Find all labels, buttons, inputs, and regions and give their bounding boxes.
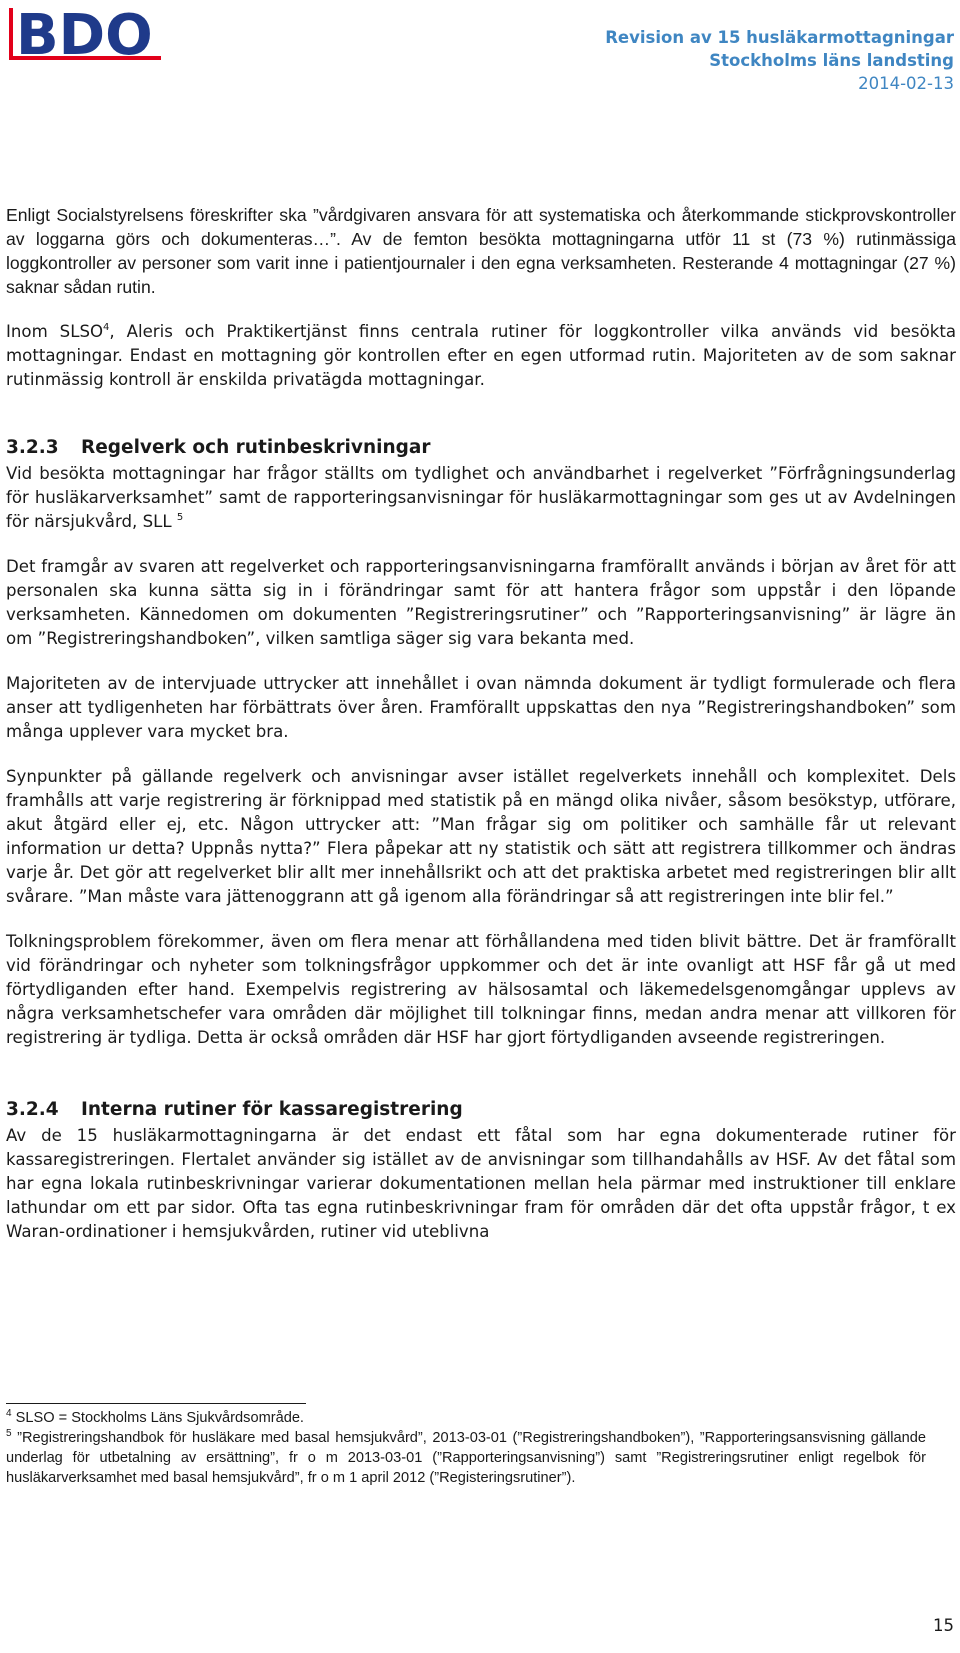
section-title: Interna rutiner för kassaregistrering bbox=[81, 1099, 463, 1120]
header-date: 2014-02-13 bbox=[858, 74, 954, 93]
paragraph-synpunkter: Synpunkter på gällande regelverk och anvisningar avser istället regelverkets innehåll och komplexitet. Dels framhålls att varje registrering är förknippad med statistik på en mängd olika nivåer, såsom besökstyp, utförare, akut åtgärd eller ej, etc. Någon uttrycker att: ”Man frågar sig om politiker och samhälle får ut relevant information ur detta? Uppnås nytta?” Flera påpekar att ny statistik och sätt att registrera tillkommer och ändras varje år. Det gör att regelverket blir allt mer innehållsrikt och att det praktiska arbetet med registreringen blir allt svårare. ”Man måste vara jättenoggrann att gå igenom alla förändringar så att registreringen inte blir fel.” bbox=[6, 767, 956, 906]
footnote-ref-4[interactable]: 4 bbox=[103, 322, 110, 333]
section-title: Regelverk och rutinbeskrivningar bbox=[81, 437, 431, 458]
paragraph-loggkontroller: Enligt Socialstyrelsens föreskrifter ska ”vårdgivaren ansvara för att systematiska och återkommande stickprovskontroller av loggarna görs och dokumenteras…”. Av de femton besökta mottagningarna utför 11 st (73 %) rutinmässiga loggkontroller av personer som varit inne i patientjournaler i den egna verksamheten. Resterande 4 mottagningar (27 %) saknar sådan rutin. bbox=[6, 205, 956, 297]
header-organization: Stockholms läns landsting bbox=[709, 51, 954, 70]
section-number: 3.2.3 bbox=[6, 437, 59, 458]
section-heading-regelverk bbox=[6, 434, 956, 462]
paragraph-majoriteten: Majoriteten av de intervjuade uttrycker att innehållet i ovan nämnda dokument är tydligt formulerade och flera anser att tydligenheten har förbättrats över åren. Framförallt uppskattas den nya ”Registreringshandboken” som många upplever vara mycket bra. bbox=[6, 674, 956, 741]
paragraph-regelverk-intro: Vid besökta mottagningar har frågor ställts om tydlighet och användbarhet i regelverket ”Förfrågningsunderlag för husläkarverksamhet” samt de rapporteringsanvisningar för husläkarmottagningar som ges ut av Avdelningen för närsjukvård, SLL $^5$ bbox=[6, 464, 956, 531]
section-number: 3.2.4 bbox=[6, 1099, 59, 1120]
footnote-divider bbox=[6, 1403, 306, 1404]
footnote-ref-5[interactable]: 5 bbox=[176, 512, 184, 523]
footnote-5: $^5$ ”Registreringshandbok för husläkare med basal hemsjukvård”, 2013-03-01 (”Registreringshandboken”), ”Rapporteringsansvisning gällande underlag för utbetalning av ersättning”, fr o m 2013-03-01 (”Rapporteringsanvisning”) samt ”Registreringsrutiner enligt regelbok för husläkarverksamhet med basal hemsjukvård”, fr o m 1 april 2012 (”Registeringsrutiner”). bbox=[6, 1428, 926, 1486]
footnote-4: $^4$ SLSO = Stockholms Läns Sjukvårdsområde. bbox=[6, 1408, 304, 1426]
paragraph-central-rutiner: Inom SLSO$^4$, Aleris och Praktikertjänst finns centrala rutiner för loggkontroller vilka används vid besökta mottagningar. Endast en mottagning gör kontrollen efter en egen utformad rutin. Majoriteten av de som saknar rutinmässig kontroll är enskilda privatägda mottagningar. bbox=[6, 322, 957, 389]
document-header bbox=[605, 26, 954, 95]
paragraph-tolkningsproblem: Tolkningsproblem förekommer, även om flera menar att förhållandena med tiden blivit bättre. Det är framförallt vid förändringar och nyheter som tolkningsfrågor uppkommer och det är inte ovanligt att HSF får gå ut med förtydliganden efter hand. Exempelvis registrering av hälsosamtal och läkemedelsgenomgångar upplevs av några verksamhetschefer vara områden där möjlighet till tolkningar finns, medan andra menar att villkoren för registrering är tydliga. Detta är också områden där HSF har gjort förtydliganden avseende registreringen. bbox=[6, 932, 956, 1047]
section-heading-kassaregistrering bbox=[6, 1096, 956, 1124]
header-title: Revision av 15 husläkarmottagningar bbox=[605, 28, 954, 47]
paragraph-anvandning: Det framgår av svaren att regelverket och rapporteringsanvisningarna framförallt används i början av året för att personalen ska kunna sätta sig in i förändringar samt för att hantera frågor som uppstår i den löpande verksamheten. Kännedomen om dokumenten ”Registreringsrutiner” och ”Rapporteringsanvisning” är lägre än om ”Registreringshandboken”, vilken samtliga säger sig vara bekanta med. bbox=[6, 557, 956, 648]
document-body bbox=[6, 203, 956, 1244]
paragraph-interna-rutiner: Av de 15 husläkarmottagningarna är det endast ett fåtal som har egna dokumenterade rutiner för kassaregistreringen. Flertalet använder sig istället av de anvisningar som tillhandahålls av HSF. Av det fåtal som har egna lokala rutinbeskrivningar varierar dokumentationen mellan hela pärmar med instruktioner till enklare lathundar om ett par sidor. Ofta tas egna rutinbeskrivningar fram för områden där det ofta uppstår frågor, t ex Waran-ordinationer i hemsjukvården, rutiner vid uteblivna bbox=[6, 1126, 956, 1241]
bdo-logo bbox=[6, 4, 164, 70]
page-number: 15 bbox=[933, 1616, 954, 1635]
svg-text:BDO: BDO bbox=[16, 4, 153, 68]
footnotes bbox=[6, 1408, 926, 1488]
